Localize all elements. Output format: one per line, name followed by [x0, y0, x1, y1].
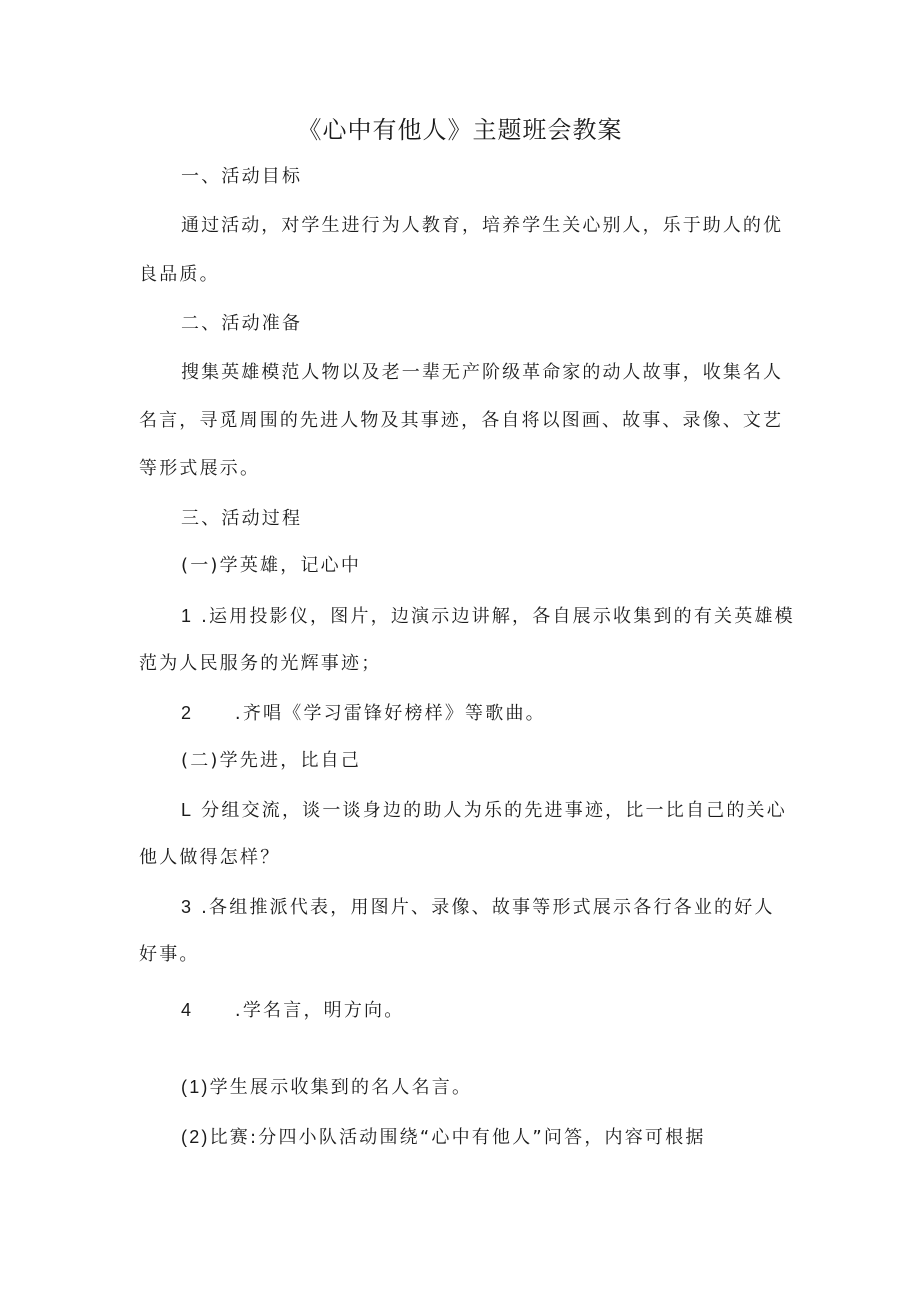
subsection-heading: (一)学英雄，记心中: [181, 555, 362, 576]
list-item-number: 3: [181, 897, 194, 917]
paragraph-line: 他人做得怎样？: [139, 847, 281, 868]
list-item-text: 学生展示收集到的名人名言。: [209, 1077, 473, 1098]
paragraph-line: 范为人民服务的光辉事迹；: [139, 653, 382, 674]
list-item-number: L: [181, 800, 194, 820]
list-item-number: 4: [181, 1000, 194, 1020]
list-item-number: 2: [181, 703, 194, 723]
paragraph-line: 好事。: [139, 944, 200, 965]
list-item: [181, 797, 787, 824]
list-item: [181, 603, 795, 630]
section-heading-preparation: 二、活动准备: [181, 313, 303, 334]
list-item-text: .各组推派代表，用图片、录像、故事等形式展示各行各业的好人: [201, 897, 775, 918]
list-item: [181, 1074, 472, 1101]
list-item-text: .齐唱《学习雷锋好榜样》等歌曲。: [234, 703, 546, 724]
list-item-text: .运用投影仪，图片，边演示边讲解，各自展示收集到的有关英雄模: [201, 606, 795, 627]
list-item-text: .学名言，明方向。: [234, 1000, 405, 1021]
list-item-number: (2): [181, 1127, 210, 1147]
list-item-text: 分组交流，谈一谈身边的助人为乐的先进事迹，比一比自己的关心: [201, 800, 787, 821]
document-title: 《心中有他人》主题班会教案: [297, 116, 623, 144]
paragraph-line: 名言，寻觅周围的先进人物及其事迹，各自将以图画、故事、录像、文艺: [139, 410, 781, 431]
list-item: [181, 997, 404, 1024]
subsection-heading: (二)学先进，比自己: [181, 750, 362, 771]
paragraph-line: 等形式展示。: [139, 458, 261, 479]
list-item: [181, 894, 775, 921]
list-item-text: 比赛:分四小队活动围绕“心中有他人”问答，内容可根据: [209, 1127, 706, 1148]
list-item-number: 1: [181, 606, 194, 626]
paragraph-line: 通过活动，对学生进行为人教育，培养学生关心别人，乐于助人的优: [181, 215, 781, 236]
paragraph-line: 搜集英雄模范人物以及老一辈无产阶级革命家的动人故事，收集名人: [181, 362, 781, 383]
paragraph-line: 良品质。: [139, 264, 220, 285]
section-heading-process: 三、活动过程: [181, 508, 303, 529]
list-item: [181, 700, 546, 727]
list-item: [181, 1124, 706, 1151]
list-item-number: (1): [181, 1077, 210, 1097]
section-heading-goals: 一、活动目标: [181, 166, 303, 187]
